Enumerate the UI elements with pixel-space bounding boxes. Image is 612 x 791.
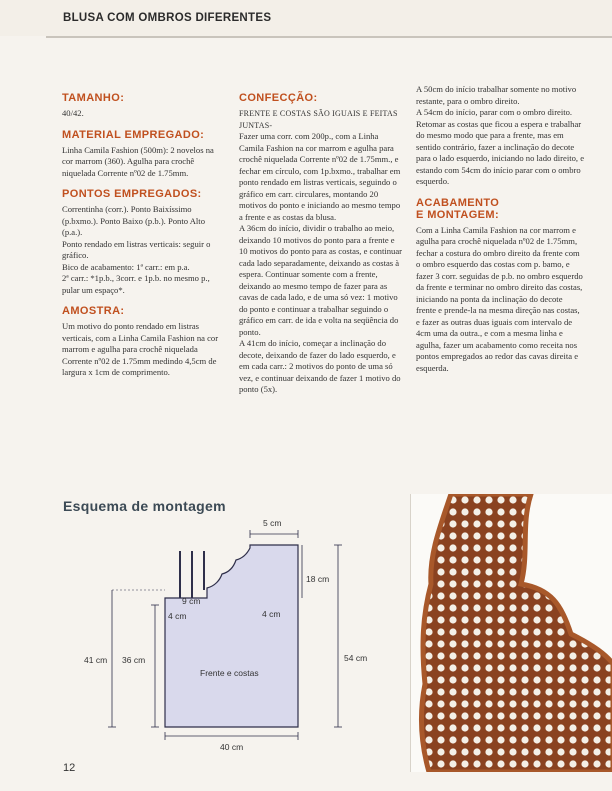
dim-left-outer-label: 41 cm [84,655,108,665]
acabamento-heading: ACABAMENTO [416,196,500,209]
garment-shape [165,545,298,727]
page-number: 12 [63,762,76,774]
dim-right-label: 54 cm [344,653,368,663]
dim-left-inner-label: 36 cm [122,655,146,665]
dim-top-label: 5 cm [263,518,282,528]
dim-bottom-label: 40 cm [220,742,244,752]
diagram-title: Esquema de montagem [63,498,226,514]
dim-inner-left-label: 4 cm [168,611,187,621]
amostra-heading: AMOSTRA: [62,305,125,317]
confeccao-paragraph: A 36cm do início, dividir o trabalho ao meio, deixando 10 motivos do ponto para a frente e 10 motivos do ponto para as costas, e continuar cada lado separadamente, deixando as costas à espera. Continuar somente com a frente, deixando ao mesmo tempo de fazer para as cavas de cada lado, e de uma só vez: 1 motivo do ponto e continuar a trabalhar seguindo o gráfico em carr. de ida e volta na seqüência do ponto. [239,223,403,337]
pontos-line: Ponto rendado em listras verticais: seguir o gráfico. [62,238,211,260]
crochet-photo-image [411,494,612,772]
tamanho-heading: TAMANHO: [62,92,125,104]
dim-upper-right-label: 18 cm [306,574,330,584]
col3-paragraph: A 50cm do início trabalhar somente no motivo restante, para o ombro direito. [416,84,577,106]
page-title: BLUSA COM OMBROS DIFERENTES [63,12,272,24]
pontos-line: Correntinha (corr.). Ponto Baixíssimo (p.bxmo.). Ponto Baixo (p.b.). Ponto Alto (p.a.). [62,204,205,237]
material-heading: MATERIAL EMPREGADO: [62,128,205,141]
pontos-line: 2ª carr.: *1p.b., 3corr. e 1p.b. no mesmo p., pular um espaço*. [62,273,210,295]
material-text: Linha Camila Fashion (500m): 2 novelos na cor marrom (360). Agulha para crochê niquelada Corrente nº02 de 1.75mm. [62,144,214,178]
confeccao-subheading: FRENTE E COSTAS SÃO IGUAIS E FEITAS JUNTAS- [239,109,398,130]
pontos-line: Bico de acabamento: 1ª carr.: em p.a. [62,261,190,272]
amostra-text: Um motivo do ponto rendado em listras verticais, com a Linha Camila Fashion na cor marrom e agulha para crochê niquelada Corrente nº02 de 1.75mm medindo 4,5cm de largura x 1cm de comprimento. [62,321,219,377]
dim-notch-label: 9 cm [182,596,201,606]
acabamento-heading-2: E MONTAGEM: [416,208,500,221]
tamanho-text: 40/42. [62,108,84,118]
piece-label: Frente e costas [200,668,259,678]
dim-inner-right-label: 4 cm [262,609,281,619]
confeccao-paragraph: A 41cm do início, começar a inclinação do decote, deixando de fazer do lado esquerdo, e em cada carr.: 2 motivos do ponto de uma só vez, e continuar deixando de fazer 1 motivo do ponto (5x). [239,338,401,394]
acabamento-text: Com a Linha Camila Fashion na cor marrom e agulha para crochê niquelada nº02 de 1.75mm, fechar a costura do ombro direito da frente com o ombro esquerdo das costas com p. bamo, e fazer 3 corr. seguidas de p.b. no ombro esquerdo da frente e terminar no ombro direito das costas, iniciando na ponta da inclinação do decote frente e prende-la na mesma direção nas costas, e fazer as outras duas iguais com intervalo de 4cm uma da outra., e com a mesma linha e agulha, fazer um acabamento como receita nos pontos empregados ao redor das cavas direita e esquerda. [416,224,583,373]
col3-paragraph: Retomar as costas que ficou a espera e trabalhar do mesmo modo que para a frente, mas em sentido contrário, fazer a inclinação do decote para o lado esquerdo, iniciando no lado direito, e estando com 54cm do início parar com o ombro esquerdo. [416,118,585,186]
confeccao-heading: CONFECÇÃO: [239,92,318,104]
col3-paragraph: A 54cm do início, parar com o ombro direito. [416,107,573,117]
confeccao-paragraph: Fazer uma corr. com 200p., com a Linha Camila Fashion na cor marrom e agulha para crochê niquelada Corrente nº02 de 1.75mm., e fechar em círculo, com 1p.bxmo., trabalhar em ponto rendado em listras verticais, seguindo o gráfico em carr. circulares, montando 20 motivos do ponto e iniciando ao mesmo tempo a frente e as costas da blusa. [239,131,401,222]
garment-photo [410,494,612,772]
pontos-heading: PONTOS EMPREGADOS: [62,188,202,200]
